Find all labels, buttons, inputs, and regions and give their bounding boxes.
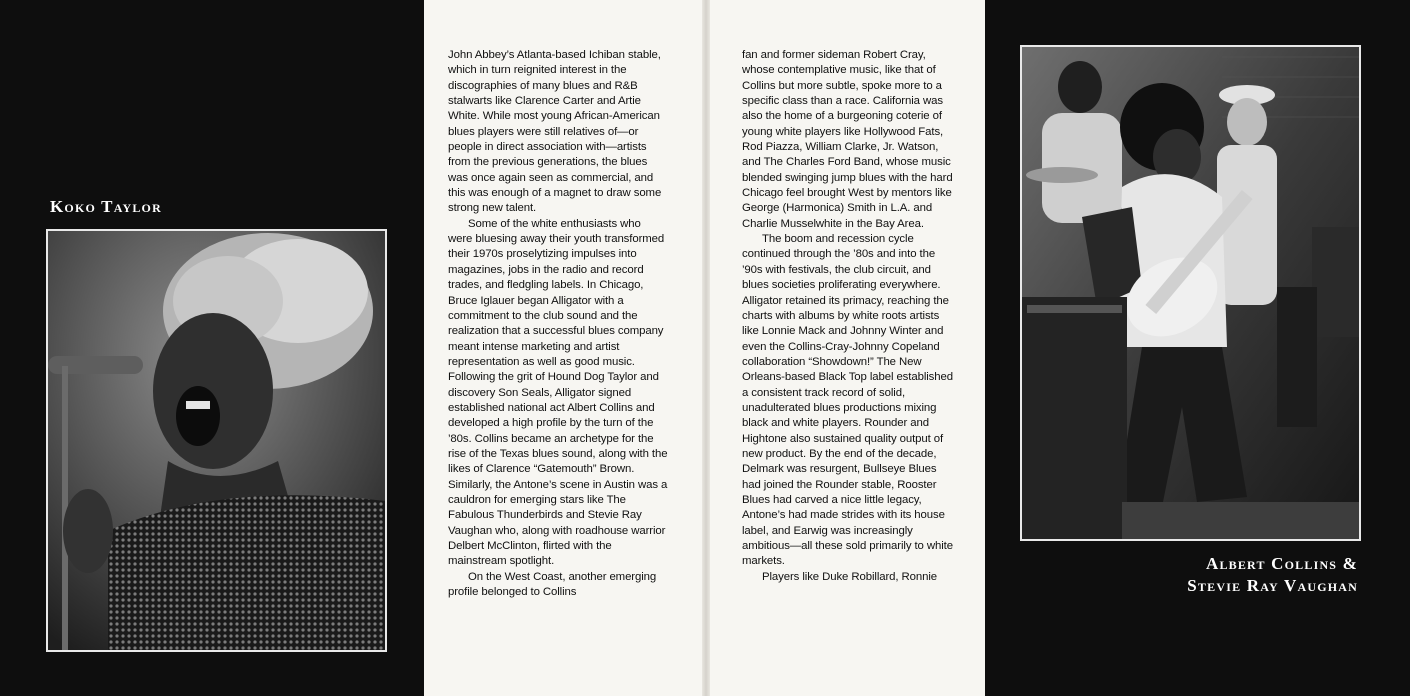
paragraph: John Abbey’s Atlanta-based Ichiban stable, which in turn reignited interest in the discographies of many blues and R&B stalwarts like Clarence Carter and Artie White. While most young African-American blues players were still relatives of—or people in direct association with—artists from the previous generations, the blues was once again seen as commercial, and this was enough of a magnet to draw some strong new talent. (448, 49, 662, 215)
book-gutter (702, 0, 710, 696)
left-black-page (0, 0, 424, 696)
paragraph: fan and former sideman Robert Cray, whose contemplative music, like that of Collins but more subtle, spoke more to a specific class than a race. California was also the home of a burgeoning coterie of young white players like Hollywood Fats, Rod Piazza, William Clarke, Jr. Watson, and The Charles Ford Band, whose music blended swinging jump blues with the hard Chicago feel brought West by mentors like George (Harmonica) Smith in L.A. and Charlie Musselwhite in the Bay Area. (742, 49, 953, 230)
koko-taylor-photo (46, 229, 387, 652)
paragraph: Players like Duke Robillard, Ronnie (762, 570, 938, 583)
caption-line: Stevie Ray Vaughan (1187, 576, 1358, 595)
caption-line: Albert Collins & (1205, 554, 1358, 573)
right-black-page (985, 0, 1410, 696)
photo-caption-albert-collins-stevie-ray-vaughan (1187, 553, 1358, 597)
paragraph: On the West Coast, another emerging profile belonged to Collins (448, 570, 657, 599)
photo-caption-koko-taylor: Koko Taylor (50, 197, 162, 216)
text-column-left (448, 48, 668, 600)
paragraph: The boom and recession cycle continued through the ’80s and into the ’90s with festivals, the club circuit, and blues societies proliferating everywhere. Alligator retained its primacy, reaching the charts with albums by white roots artists like Lonnie Mack and Johnny Winter and even the Collins-Cray-Johnny Copeland collaboration “Showdown!” The New Orleans-based Black Top label established a consistent track record of solid, unadulterated blues productions mixing black and white players. Rounder and Hightone also sustained quality output of new product. By the end of the decade, Delmark was resurgent, Bullseye Blues had joined the Rounder stable, Rooster Blues had carved a nice little legacy, Antone’s had made strides with its house label, and Earwig was increasingly ambitious—all these sold primarily to white markets. (742, 233, 953, 568)
albert-collins-stevie-ray-vaughan-photo (1020, 45, 1361, 541)
paragraph: Some of the white enthusiasts who were bluesing away their youth transformed their 1970s proselytizing impulses into magazines, jobs in the radio and record trades, and fledgling labels. In Chicago, Bruce Iglauer began Alligator with a commitment to the club sound and the realization that a successful blues company meant intense marketing and artist representation as well as good music. Following the grit of Hound Dog Taylor and discovery Son Seals, Alligator signed established national act Albert Collins and developed a high profile by the turn of the ’80s. Collins became an archetype for the rise of the Texas blues sound, along with the likes of Clarence “Gatemouth” Brown. Similarly, the Antone’s scene in Austin was a cauldron for emerging stars like The Fabulous Thunderbirds and Stevie Ray Vaughan who, along with roadhouse warrior Delbert McClinton, flirted with the mainstream spotlight. (448, 217, 668, 568)
text-column-right (742, 48, 958, 585)
